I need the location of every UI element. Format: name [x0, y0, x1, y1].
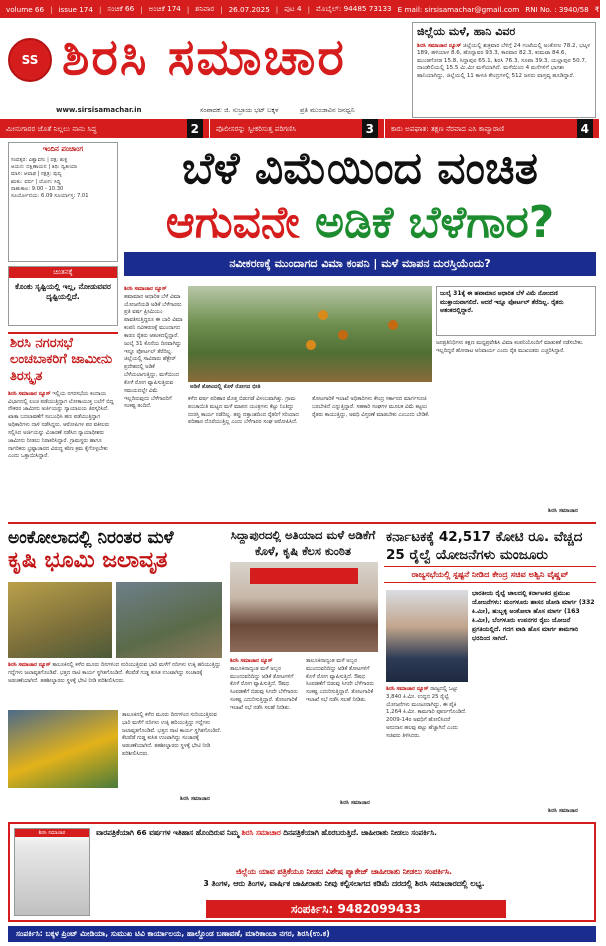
areca-plantation-photo	[188, 286, 432, 382]
main-story-col-3: ತೋಟಗಾರಿಕೆ ಇಲಾಖೆ ಅಧಿಕಾರಿಗಳು ಕೇಂದ್ರ ಸರ್ಕಾರದ ಮಾರ್ಗಸೂಚಿ ಬರಬೇಕಿದೆ ಎನ್ನುತ್ತಿದ್ದಾರೆ. ಸಹಕಾರಿ ಸಂಘಗಳ ಮೂಲಕ ವಿಮೆ ಕಟ್ಟಲು ರೈತರು ಕಾಯುತ್ತಿದ್ದು, ಅವಧಿ ವಿಸ್ತರಣೆ ಮಾಡಬೇಕು ಎಂಬುದು ಬೇಡಿಕೆ.	[312, 396, 430, 418]
meeting-banner	[250, 568, 358, 584]
weekday: ಶನಿವಾರ	[195, 4, 215, 13]
issue-info-bar: volume 66 | issue 174 | ಸಂಚಿಕೆ 66 | ಅಂಚಿಕೆ 174 | ಶನಿವಾರ | 26.07.2025 | ಪುಟ 4 | ಮೊಬೈಲ್: 94485 73133 E mail: sirsisamachar@gmail.com RNI No. : 3940/58 ₹ 3	[0, 0, 600, 18]
district-rain-box	[412, 22, 596, 118]
main-headline[interactable]	[124, 142, 596, 250]
ankola-source: ಶಿರಸಿ ಸಮಾಚಾರ	[180, 796, 210, 802]
issue: issue 174	[58, 4, 93, 14]
panchang-row: ಋತು: ವರ್ಷ | ಯೋಗ: ಸಿದ್ಧಿ	[11, 178, 61, 185]
panchang-row: ಸಂವತ್ಸರ: ವಿಶ್ವಾವಸು | ಪಕ್ಷ: ಶುಕ್ಲ	[11, 156, 68, 163]
left-story-headline[interactable]: ಶಿರಸಿ ನಗರಸಭೆ ಲಂಚಬಾಕರಿಗೆ ಜಾಮೀನು ತಿರಸ್ಕೃತ	[8, 332, 118, 387]
ankola-body-2: ತಾಲೂಕಿನಲ್ಲಿ ಕಳೆದ ಮೂರು ದಿನಗಳಿಂದ ಸುರಿಯುತ್ತಿರುವ ಭಾರಿ ಮಳೆಗೆ ನದಿಗಳು ಉಕ್ಕಿ ಹರಿಯುತ್ತಿದ್ದು ಗದ್ದೆಗಳು ಜಲಾವೃತಗೊಂಡಿವೆ. ಭತ್ತದ ನಾಟಿ ಕಾರ್ಯ ಸ್ಥಗಿತಗೊಂಡಿದೆ. ಕೆಲವೆಡೆ ಗುಡ್ಡ ಕುಸಿತ ಉಂಟಾಗಿದ್ದು ಸಂಚಾರಕ್ಕೆ ಅಡಚಣೆಯಾಗಿದೆ. ತಹಶೀಲ್ದಾರರು ಸ್ಥಳಕ್ಕೆ ಭೇಟಿ ನೀಡಿ ಪರಿಶೀಲಿಸಿದರು.	[122, 712, 222, 758]
ank: ಅಂಚಿಕೆ 174	[148, 4, 181, 13]
rni: RNI No. : 3940/58	[525, 4, 589, 14]
editor-line: ಸಂಪಾದಕ: ಜಿ. ಸುಬ್ರಾಯ ಭಟ್ ಬಕ್ಕಳ	[200, 106, 279, 114]
main-story-col-2: ಕಳೆದ ವರ್ಷ ಪರಿಹಾರ ಮೊತ್ತ ಬಿಡುಗಡೆ ವಿಳಂಬವಾಗಿತ್ತು. ಗ್ರಾಮ ಪಂಚಾಯಿತಿ ಮಟ್ಟದ ಮಳೆ ಮಾಪನ ಯಂತ್ರಗಳು ಕೆಟ್ಟು ನಿಂತಿದ್ದು ದುರಸ್ತಿ ಕಾರ್ಯ ನಡೆದಿಲ್ಲ. ತಪ್ಪು ದತ್ತಾಂಶದಿಂದ ರೈತರಿಗೆ ಸರಿಯಾದ ಪರಿಹಾರ ದೊರೆಯುತ್ತಿಲ್ಲ ಎಂದು ಬೆಳೆಗಾರರ ಸಂಘ ಆರೋಪಿಸಿದೆ.	[188, 396, 299, 426]
thought-text: ಕೊಂಕು ಸೃಷ್ಟಿಯಲ್ಲಿ ಇಲ್ಲ, ನೋಡುವವರ ದೃಷ್ಟಿಯಲ್ಲಿದೆ.	[15, 282, 111, 301]
rain-photo-3	[8, 710, 118, 788]
ad-line-1: ವಾರಪತ್ರಿಕೆಯಾಗಿ 66 ವರ್ಷಗಳ ಇತಿಹಾಸ ಹೊಂದಿರುವ ನಿಮ್ಮ ಶಿರಸಿ ಸಮಾಚಾರ ದಿನಪತ್ರಿಕೆಯಾಗಿ ಹೊರಬರುತ್ತಿದೆ. ಜಾಹೀರಾತು ನೀಡಲು ಸಂಪರ್ಕಿಸಿ.	[96, 828, 437, 837]
ad-phone-button[interactable]: ಸಂಪರ್ಕಿಸಿ: 9482099433	[206, 900, 506, 918]
panchang-row: ಸೂರ್ಯೋದಯ: 6.09 ಸೂರ್ಯಾಸ್ತ: 7.01	[11, 193, 89, 200]
panchang-title: ಇಂದಿನ ಪಂಚಾಂಗ	[42, 145, 84, 153]
divider	[8, 522, 596, 524]
panchang-row: ರಾಹುಕಾಲ: 9.00 - 10.30	[11, 185, 64, 192]
thought-box	[8, 266, 118, 326]
rain-photo-1	[8, 582, 112, 658]
siddapur-body-2: ತಾಲೂಕಿನಾದ್ಯಂತ ಮಳೆ ಅಬ್ಬರ ಮುಂದುವರಿದಿದ್ದು ಅಡಿಕೆ ತೋಟಗಳಿಗೆ ಕೊಳೆ ರೋಗ ವ್ಯಾಪಿಸುತ್ತಿದೆ. ಔಷಧ ಸಿಂಪಡಣೆಗೆ ಬಿಡುವು ಸಿಗದೇ ಬೆಳೆಗಾರರು ಸಂಕಷ್ಟ ಎದುರಿಸುತ್ತಿದ್ದಾರೆ. ತೋಟಗಾರಿಕೆ ಇಲಾಖೆ ಸಭೆ ನಡೆಸಿ ಸಲಹೆ ನೀಡಿತು.	[306, 658, 374, 704]
photo-caption: ಅಡಿಕೆ ತೋಟದಲ್ಲಿ ಕೊಳೆ ರೋಗದ ಭೀತಿ	[190, 384, 261, 390]
siddapur-source: ಶಿರಸಿ ಸಮಾಚಾರ	[340, 800, 370, 806]
thought-head: ಚಿಂತನಕ್ಕೆ	[9, 267, 117, 278]
footer-address: ಸಂಪರ್ಕಿಸಿ: ಬಕ್ಕಳ ಪ್ರಿಂಟ್ ಮೀಡಿಯಾ, ಸುಮುಖ ಟಿವಿ ಕಾರ್ಯಾಲಯ, ಹಾಲ್ದೊಂಡ ಬಣಾವಣೆ, ಮಾರಿಕಾಂಬಾ ನಗರ, ಶಿರಸಿ(ಉ.ಕ)	[8, 926, 596, 942]
main-story-col-4: ಜನಪ್ರತಿನಿಧಿಗಳು ತಕ್ಷಣ ಮಧ್ಯಪ್ರವೇಶಿಸಿ ವಿಮಾ ಕಂಪನಿಯೊಂದಿಗೆ ಮಾತುಕತೆ ನಡೆಸಬೇಕು. ಇಲ್ಲದಿದ್ದರೆ ಹೋರಾಟ ಅನಿವಾರ್ಯ ಎಂದು ರೈತ ಮುಖಂಡರು ಎಚ್ಚರಿಸಿದ್ದಾರೆ.	[436, 340, 584, 354]
siddapur-body-1: ಶಿರಸಿ ಸಮಾಚಾರ ನ್ಯೂಸ್ ತಾಲೂಕಿನಾದ್ಯಂತ ಮಳೆ ಅಬ್ಬರ ಮುಂದುವರಿದಿದ್ದು ಅಡಿಕೆ ತೋಟಗಳಿಗೆ ಕೊಳೆ ರೋಗ ವ್ಯಾಪಿಸುತ್ತಿದೆ. ಔಷಧ ಸಿಂಪಡಣೆಗೆ ಬಿಡುವು ಸಿಗದೇ ಬೆಳೆಗಾರರು ಸಂಕಷ್ಟ ಎದುರಿಸುತ್ತಿದ್ದಾರೆ. ತೋಟಗಾರಿಕೆ ಇಲಾಖೆ ಸಭೆ ನಡೆಸಿ ಸಲಹೆ ನೀಡಿತು.	[230, 658, 298, 711]
railway-projects-box: ಭಾರತೀಯ ರೈಲ್ವೆ ಜಾಲದಲ್ಲಿ ಕರ್ನಾಟಕದ ಪ್ರಮುಖ ಯೋಜನೆಗಳು: ಮಂಗಳೂರು ಹಾಸನ ಜೋಡಿ ಮಾರ್ಗ (332 ಕಿ.ಮೀ), ಹುಬ್ಬಳ್ಳಿ ಅಂಕೋಲಾ ಹೊಸ ಮಾರ್ಗ (163 ಕಿ.ಮೀ), ಬೆಂಗಳೂರು ಉಪನಗರ ರೈಲು ಯೋಜನೆ ಪ್ರಗತಿಯಲ್ಲಿದೆ. ಗದಗ ವಾಡಿ ಹೊಸ ಮಾರ್ಗ ಕಾಮಗಾರಿ ಭರದಿಂದ ಸಾಗಿದೆ.	[472, 590, 595, 642]
railway-subheadline: ರಾಜ್ಯಸಭೆಯಲ್ಲಿ ಸ್ಪಷ್ಟನೆ ನೀಡಿದ ಕೇಂದ್ರ ಸಚಿವ ಅಶ್ವಿನಿ ವೈಷ್ಣವ್	[384, 566, 596, 583]
railway-headline[interactable]: ಕರ್ನಾಟಕಕ್ಕೆ 42,517 ಕೋಟಿ ರೂ. ವೆಚ್ಚದ 25 ರೈಲ್ವೆ ಯೋಜನೆಗಳು ಮಂಜೂರು	[386, 529, 583, 564]
panchang-row: ಮಾಸ: ಆಷಾಢ | ನಕ್ಷತ್ರ: ಪುಷ್ಯ	[11, 171, 62, 178]
siddapur-headline[interactable]: ಸಿದ್ದಾಪುರದಲ್ಲಿ ಅತಿಯಾದ ಮಳೆ ಅಡಿಕೆಗೆ ಕೊಳೆ, ಕೃಷಿ ಕೆಲಸ ಕುಂಠಿತ	[230, 528, 376, 558]
railway-source: ಶಿರಸಿ ಸಮಾಚಾರ	[548, 808, 578, 814]
panchang-row: ಆಯನ: ದಕ್ಷಿಣಾಯನ | ತಿಥಿ: ದ್ವಿತೀಯಾ	[11, 164, 78, 171]
price: ₹ 3	[594, 4, 606, 14]
newspaper-title: ಶಿರಸಿ ಸಮಾಚಾರ	[62, 28, 346, 86]
ankola-headline[interactable]: ಅಂಕೋಲಾದಲ್ಲಿ ನಿರಂತರ ಮಳೆ ಕೃಷಿ ಭೂಮಿ ಜಲಾವೃತ	[8, 528, 174, 574]
photo-note: ಜುಲೈ 31ಕ್ಕೆ ಈ ಹವಾಮಾನ ಆಧಾರಿತ ಬೆಳೆ ವಿಮೆ ನೋಂದಣಿ ಮುಕ್ತಾಯವಾಗಲಿದೆ. ಆದರೆ ಇನ್ನೂ ಪೋರ್ಟಲ್ ತೆರೆದಿಲ್ಲ. ರೈತರು ಆತಂಕದಲ್ಲಿದ್ದಾರೆ.	[436, 286, 596, 336]
rain-box-lead: ಶಿರಸಿ ಸಮಾಚಾರ ನ್ಯೂಸ್	[417, 42, 462, 49]
phone: ಮೊಬೈಲ್: 94485 73133	[316, 4, 392, 13]
main-story-col-1: ಶಿರಸಿ ಸಮಾಚಾರ ನ್ಯೂಸ್ ಹವಾಮಾನ ಆಧಾರಿತ ಬೆಳೆ ವಿಮಾ ಯೋಜನೆಯಡಿ ಅಡಿಕೆ ಬೆಳೆಗಾರರು ಪ್ರತಿ ವರ್ಷ ಪ್ರೀಮಿಯಂ ಪಾವತಿಸುತ್ತಿದ್ದರೂ ಈ ಬಾರಿ ವಿಮಾ ಕಂಪನಿ ನವೀಕರಣಕ್ಕೆ ಮುಂದಾಗದ ಕಾರಣ ರೈತರು ಆತಂಕದಲ್ಲಿದ್ದಾರೆ. ಜುಲೈ 31 ಕೊನೆಯ ದಿನವಾಗಿದ್ದು ಇನ್ನೂ ಪೋರ್ಟಲ್ ತೆರೆದಿಲ್ಲ. ಜಿಲ್ಲೆಯಲ್ಲಿ ಸಾವಿರಾರು ಹೆಕ್ಟೇರ್ ಪ್ರದೇಶದಲ್ಲಿ ಅಡಿಕೆ ಬೆಳೆಯಲಾಗುತ್ತಿದ್ದು, ಮಳೆಯಿಂದ ಕೊಳೆ ರೋಗ ವ್ಯಾಪಿಸುತ್ತಿರುವ ಸಮಯದಲ್ಲೇ ವಿಮೆ ಇಲ್ಲದಿರುವುದು ಬೆಳೆಗಾರರಿಗೆ ಸಂಕಷ್ಟ ತಂದಿದೆ.	[124, 286, 183, 410]
page-count: ಪುಟ 4	[284, 4, 302, 13]
left-story-body: ಶಿರಸಿ ಸಮಾಚಾರ ನ್ಯೂಸ್ ಇಲ್ಲಿಯ ನಗರಸಭೆಯ ಕಂದಾಯ ವಿಭಾಗದಲ್ಲಿ ಲಂಚ ಪಡೆಯುತ್ತಿದ್ದಾಗ ಲೋಕಾಯುಕ್ತ ಬಲೆಗೆ ಬಿದ್ದ ನೌಕರರ ಜಾಮೀನು ಅರ್ಜಿಯನ್ನು ನ್ಯಾಯಾಲಯ ತಿರಸ್ಕರಿಸಿದೆ. ಖಾತಾ ಬದಲಾವಣೆಗೆ ಸಂಬಂಧಿಸಿ ಹಣ ಪಡೆಯುತ್ತಿದ್ದಾಗ ಅಧಿಕಾರಿಗಳು ದಾಳಿ ನಡೆಸಿದ್ದರು. ಆರೋಪಿಗಳ ಪರ ವಕೀಲರು ಸಲ್ಲಿಸಿದ ಅರ್ಜಿಯನ್ನು ವಿಚಾರಣೆ ನಡೆಸಿದ ನ್ಯಾಯಾಧೀಶರು ಜಾಮೀನು ನೀಡಲು ನಿರಾಕರಿಸಿದ್ದಾರೆ. ಗ್ರಾಮಸ್ಥರು ಹಾಗೂ ನಾಗರಿಕರು ಭ್ರಷ್ಟಾಚಾರದ ವಿರುದ್ಧ ಕಠಿಣ ಕ್ರಮ ಕೈಗೊಳ್ಳಬೇಕು ಎಂದು ಒತ್ತಾಯಿಸಿದ್ದಾರೆ.	[8, 390, 114, 460]
slogan: ಪ್ರತಿ ಮುಂಜಾವಿನ ಜನಧ್ವನಿ	[300, 106, 355, 114]
sanchike: ಸಂಚಿಕೆ 66	[107, 4, 135, 13]
newspaper-thumbnail: ಶಿರಸಿ ಸಮಾಚಾರ	[14, 828, 90, 916]
minister-photo	[386, 590, 468, 682]
rain-photo-2	[116, 582, 222, 658]
ad-line-2: ಜಿಲ್ಲೆಯ ಯಾವ ಪತ್ರಿಕೆಯೂ ನೀಡದ ವಿಶೇಷ ಪ್ಯಾಕೇಜ್ ಜಾಹೀರಾತು ನೀಡಲು ಸಂಪರ್ಕಿಸಿ. 3 ತಿಂಗಳ, ಆರು ತಿಂಗಳ, ವಾರ್ಷಿಕ ಜಾಹೀರಾತು ನೀವು ಕಲ್ಪಿಸಲಾಗದ ಕಡಿಮೆ ದರದಲ್ಲಿ ಶಿರಸಿ ಸಮಾಚಾರದಲ್ಲಿ ಲಭ್ಯ.	[203, 867, 485, 888]
headline-line-2: ಆಗುವನೇ ಅಡಿಕೆ ಬೆಳೆಗಾರ?	[165, 197, 555, 248]
ticker-item[interactable]: ಪೊಲೀಸರನ್ನು ಸ್ವೀಕರಿಸುತ್ತ ಪರಿಗಣಿಸಿ 3	[210, 119, 385, 138]
ticker-item[interactable]: ಕಾರು ಅಪಘಾತ: ತಕ್ಷಣ ನೆರವಾದ ಎಸಿ ಕಾವ್ಯಾರಾಣಿ 4	[385, 119, 600, 138]
logo-icon: SS	[8, 38, 52, 82]
panchang-box	[8, 142, 118, 262]
ticker-item[interactable]: ಮೀನುಗಾರರ ಜೊತೆ ನಿಲ್ಲಲು ನಾನು ಸಿದ್ಧ 2	[0, 119, 210, 138]
volume: volume 66	[6, 4, 45, 14]
email: E mail: sirsisamachar@gmail.com	[397, 4, 520, 14]
main-subheadline: ನವೀಕರಣಕ್ಕೆ ಮುಂದಾಗದ ವಿಮಾ ಕಂಪನಿ | ಮಳೆ ಮಾಪನ ದುರಸ್ತಿಯೆಂದು?	[124, 252, 596, 276]
rain-box-body: ಜಿಲ್ಲೆಯಲ್ಲಿ ಶುಕ್ರವಾರ ಬೆಳಿಗ್ಗೆ 24 ಗಂಟೆಯಲ್ಲಿ ಅಂಕೋಲ 78.2, ಭಟ್ಕಳ 189, ಹಳಿಯಾಳ 8.6, ಹೊನ್ನಾವರ 93.3, ಕಾರವಾರ 82.3, ಕುಮಟಾ 84.6, ಮುಂಡಗೋಡ 15.8, ಸಿದ್ದಾಪುರ 65.1, ಶಿರಸಿ 76.3, ಸೂಪಾ 39.3, ಯಲ್ಲಾಪುರ 50.7, ದಾಂಡೇಲಿಯಲ್ಲಿ 15.5 ಮಿ.ಮೀ ಮಳೆಯಾಗಿದೆ. ಮಳೆಯಿಂದ 4 ಮನೆಗಳಿಗೆ ಭಾಗಶಃ ಹಾನಿಯಾಗಿದ್ದು, ಜಿಲ್ಲೆಯಲ್ಲಿ 11 ಕಾಳಜಿ ಕೇಂದ್ರಗಳಲ್ಲಿ 512 ಜನರು ವಾಸ್ತವ್ಯ ಹೂಡಿದ್ದಾರೆ.	[417, 42, 591, 80]
masthead	[8, 22, 408, 94]
meeting-photo	[230, 562, 378, 652]
rain-box-title: ಜಿಲ್ಲೆಯ ಮಳೆ, ಹಾನಿ ವಿವರ	[417, 25, 516, 38]
website-link[interactable]: www.sirsisamachar.in	[56, 106, 142, 114]
headline-line-1: ಬೆಳೆ ವಿಮೆಯಿಂದ ವಂಚಿತ	[182, 143, 538, 194]
railway-body: ಶಿರಸಿ ಸಮಾಚಾರ ನ್ಯೂಸ್ ರಾಜ್ಯದಲ್ಲಿ ಒಟ್ಟು 3,840 ಕಿ.ಮೀ. ಉದ್ದದ 25 ರೈಲ್ವೆ ಯೋಜನೆಗಳು ಮಂಜೂರಾಗಿದ್ದು, ಈ ಪೈಕಿ 1,264 ಕಿ.ಮೀ. ಕಾಮಗಾರಿ ಪೂರ್ಣಗೊಂಡಿದೆ. 2009-14ರ ಅವಧಿಗೆ ಹೋಲಿಸಿದರೆ ಅನುದಾನ ಹಲವು ಪಟ್ಟು ಹೆಚ್ಚಾಗಿದೆ ಎಂದು ಸಚಿವರು ತಿಳಿಸಿದರು.	[386, 686, 467, 739]
date: 26.07.2025	[228, 4, 270, 14]
subscription-ad[interactable]	[8, 822, 596, 922]
main-source: ಶಿರಸಿ ಸಮಾಚಾರ	[548, 508, 578, 514]
left-column	[8, 142, 118, 547]
ankola-body-1: ಶಿರಸಿ ಸಮಾಚಾರ ನ್ಯೂಸ್ ತಾಲೂಕಿನಲ್ಲಿ ಕಳೆದ ಮೂರು ದಿನಗಳಿಂದ ಸುರಿಯುತ್ತಿರುವ ಭಾರಿ ಮಳೆಗೆ ನದಿಗಳು ಉಕ್ಕಿ ಹರಿಯುತ್ತಿದ್ದು ಗದ್ದೆಗಳು ಜಲಾವೃತಗೊಂಡಿವೆ. ಭತ್ತದ ನಾಟಿ ಕಾರ್ಯ ಸ್ಥಗಿತಗೊಂಡಿದೆ. ಕೆಲವೆಡೆ ಗುಡ್ಡ ಕುಸಿತ ಉಂಟಾಗಿದ್ದು ಸಂಚಾರಕ್ಕೆ ಅಡಚಣೆಯಾಗಿದೆ. ತಹಶೀಲ್ದಾರರು ಸ್ಥಳಕ್ಕೆ ಭೇಟಿ ನೀಡಿ ಪರಿಶೀಲಿಸಿದರು.	[8, 662, 221, 684]
ticker-bar	[0, 119, 600, 138]
